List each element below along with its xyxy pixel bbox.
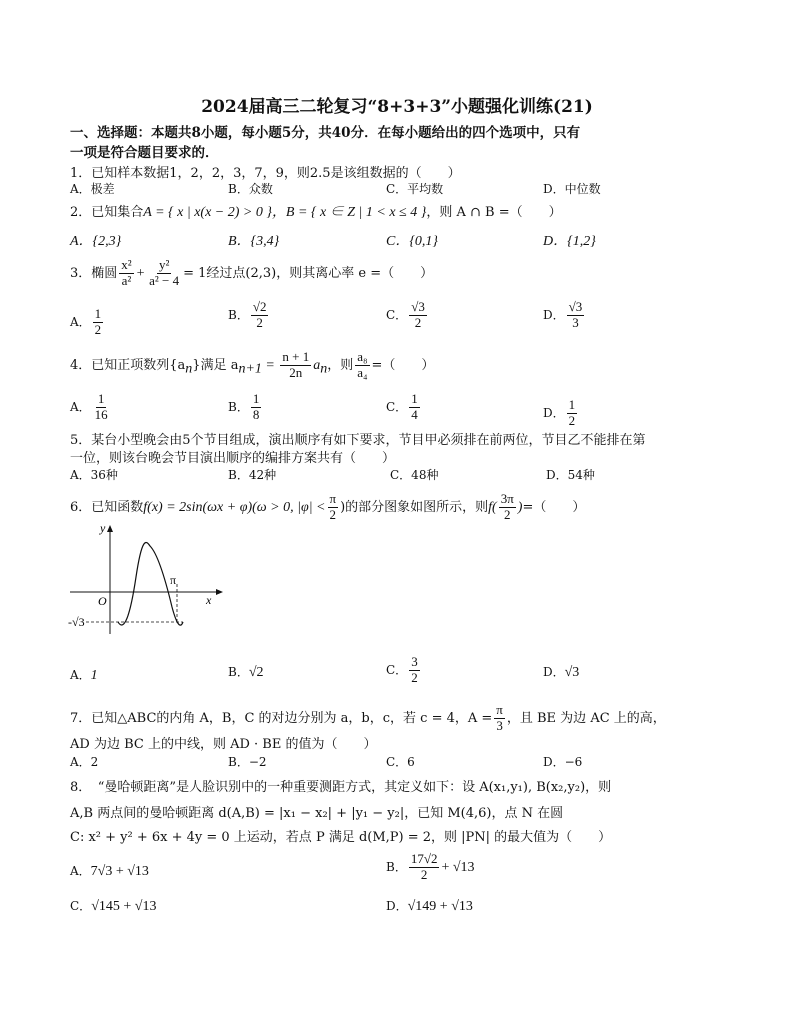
question-8-stem-line2: A,B 两点间的曼哈顿距离 d(A,B) = |x₁ − x₂| + |y₁ − y₂|，已知 M(4,6)，点 N 在圆 (70, 806, 564, 821)
question-6-option-d: D．√3 (543, 665, 580, 680)
question-5-option-b: B．42种 (228, 468, 277, 482)
question-5-option-d: D．54种 (546, 468, 595, 482)
y-axis-arrow-icon (107, 525, 113, 532)
question-8-option-b: B． $\frac{17√2}{2}$ + √13 (386, 851, 475, 882)
question-3-stem (70, 258, 433, 289)
question-2-stem-pre: 2．已知集合 (70, 205, 144, 220)
question-3-fraction-x: $\frac{\text{x²}}{\text{a²}}$ (121, 257, 132, 288)
x-axis-arrow-icon (216, 589, 223, 595)
question-2-set-a: A = { x | x(x − 2) > 0 } (143, 205, 272, 220)
question-7-option-a: A．2 (70, 755, 99, 769)
graph-min-label: -√3 (68, 615, 85, 629)
question-8-option-c: C．√145 + √13 (70, 899, 157, 914)
question-1-option-b: B．众数 (228, 182, 273, 196)
question-2-stem-post: ，则 A ∩ B =（ ） (426, 205, 562, 220)
question-2-option-a: A．{2,3} (70, 234, 122, 249)
question-1-option-d: D．中位数 (543, 182, 601, 196)
section-heading-line2: 一项是符合题目要求的． (70, 145, 219, 161)
question-7-stem-line1: 7．已知△ABC的内角 A，B，C 的对边分别为 a，b，c，若 c = 4，A = $\frac{\pi}{3}$ ，且 BE 为边 AC 上的高， (70, 702, 666, 733)
question-1-option-a: A．极差 (70, 182, 115, 196)
question-3-option-a: A． $\frac{1}{2}$ (70, 306, 102, 337)
graph-x-label: x (206, 593, 212, 607)
question-7-option-b: B．−2 (228, 755, 267, 769)
question-6-option-c: C． $\frac{3}{2}$ (386, 654, 418, 685)
question-8-stem-line3: C: x² + y² + 6x + 4y = 0 上运动，若点 P 满足 d(M,P) = 2，则 |PN| 的最大值为（ ） (70, 830, 612, 845)
page-title: 2024届高三二轮复习“8+3+3”小题强化训练(21) (201, 97, 593, 117)
question-3-stem-post: = 1经过点(2,3)，则其离心率 e =（ ） (183, 265, 434, 281)
question-4-stem-mid: }满足 a (192, 357, 239, 373)
question-4-recurrence-fraction: $\frac{n + 1}{2n}$ (282, 349, 310, 380)
question-5-option-c: C．48种 (390, 468, 439, 482)
question-4-option-c: C． $\frac{1}{4}$ (386, 391, 418, 422)
question-7-stem-line2: AD 为边 BC 上的中线，则 AD · BE 的值为（ ） (70, 737, 377, 752)
graph-y-label: y (100, 522, 106, 535)
question-7-option-d: D．−6 (543, 755, 583, 769)
question-4-option-a: A． $\frac{1}{16}$ (70, 391, 108, 422)
question-6-function: f(x) = 2sin(ωx + φ) (143, 499, 253, 515)
question-4-option-b: B． $\frac{1}{8}$ (228, 391, 260, 422)
question-1-option-c: C．平均数 (386, 182, 444, 196)
question-3-option-c: C． $\frac{√3}{2}$ (386, 299, 425, 330)
question-6-option-a: A．1 (70, 668, 98, 683)
question-3-option-b: B． $\frac{√2}{2}$ (228, 299, 267, 330)
question-3-option-d: D． $\frac{√3}{3}$ (543, 299, 583, 330)
graph-origin-label: O (98, 594, 107, 608)
question-2-option-b: B．{3,4} (228, 234, 280, 249)
question-3-plus: + (135, 265, 146, 281)
question-6-option-b: B．√2 (228, 665, 264, 680)
question-5-option-a: A．36种 (70, 468, 118, 482)
question-7-option-c: C．6 (386, 755, 415, 769)
section-heading-line1: 一、选择题：本题共8小题，每小题5分，共40分．在每小题给出的四个选项中，只有 (70, 125, 581, 141)
question-8-option-a: A．7√3 + √13 (70, 864, 149, 879)
question-4-stem-pre: 4．已知正项数列{a (70, 357, 186, 373)
question-2-stem (70, 201, 562, 221)
question-3-stem-pre: 3．椭圆 (70, 265, 118, 281)
question-3-fraction-y: $\frac{\text{y²}}{\text{a² − 4}}$ (149, 257, 180, 288)
sine-graph-figure (66, 522, 226, 637)
question-6-stem: 6．已知函数f(x) = 2sin(ωx + φ)(ω > 0, |φ| < $\frac{\pi}{2}$ )的部分图象如图所示，则f( $\frac{3\pi}{2}$ )=（ ） (70, 491, 586, 522)
question-4-ratio-fraction: $\frac{\text{a₈}}{\text{a₄}}$ (357, 349, 368, 380)
question-4-stem: 4．已知正项数列$\{a_n\}$满足 $a_{n+1}$ = $\frac{n + 1}{2n}$ $a_n$，则 $\frac{\text{a₈}}{\text{a₄}}$ =（ ） (70, 349, 435, 380)
question-2-option-d: D．{1,2} (543, 234, 596, 249)
question-8-option-d: D．√149 + √13 (386, 899, 473, 914)
graph-pi-label: π (170, 573, 177, 587)
question-2-set-b: ，B = { x ∈ Z | 1 < x ≤ 4 } (271, 205, 427, 220)
question-1-stem: 1．已知样本数据1，2，2，3，7，9，则2.5是该组数据的（ ） (70, 166, 461, 181)
question-2-option-c: C．{0,1} (386, 234, 439, 249)
question-5-stem-line2: 一位，则该台晚会节目演出顺序的编排方案共有（ ） (70, 451, 396, 466)
question-4-option-d: D． $\frac{1}{2}$ (543, 397, 576, 428)
question-8-stem-line1: 8． “曼哈顿距离”是人脸识别中的一种重要测距方式，其定义如下：设 A(x₁,y₁), B(x₂,y₂)，则 (70, 780, 612, 795)
question-5-stem-line1: 5．某台小型晚会由5个节目组成，演出顺序有如下要求，节目甲必须排在前两位，节目乙不能排在第 (70, 433, 646, 448)
